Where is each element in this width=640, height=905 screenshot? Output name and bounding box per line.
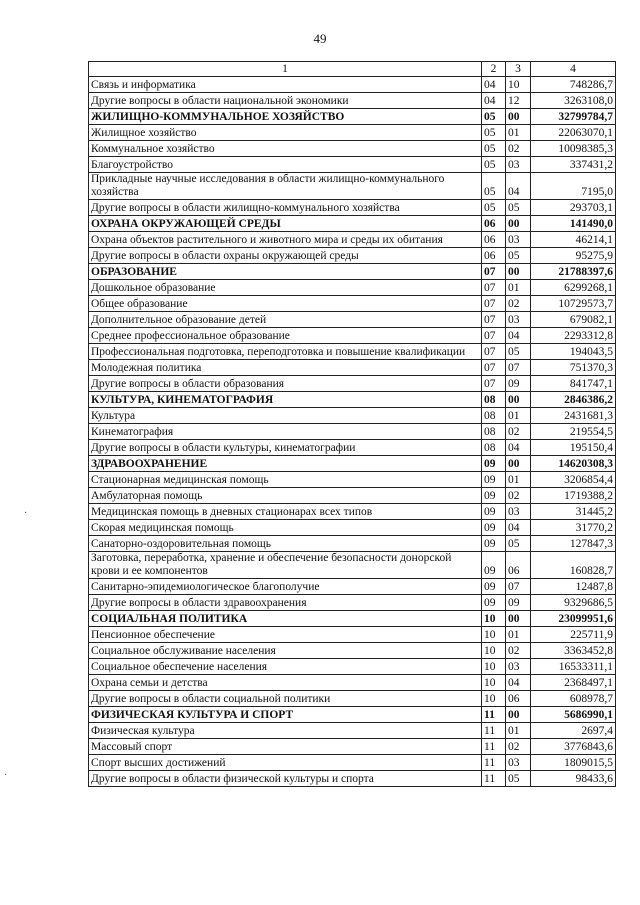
row-section-code: 09 [482,536,506,552]
table-row [89,232,616,248]
row-amount: 14620308,3 [531,456,616,472]
row-section-code: 05 [482,157,506,173]
row-subsection-code: 00 [506,392,531,408]
row-section-code: 09 [482,456,506,472]
row-subsection-code: 02 [506,739,531,755]
row-section-code: 10 [482,691,506,707]
row-section-code: 05 [482,141,506,157]
section-row [89,264,616,280]
row-amount: 337431,2 [531,157,616,173]
row-subsection-code: 00 [506,611,531,627]
row-name: Другие вопросы в области образования [89,376,482,392]
table-row [89,627,616,643]
row-amount: 1719388,2 [531,488,616,504]
header-col-3: 3 [506,62,531,77]
header-col-1: 1 [89,62,482,77]
row-name: Физическая культура [89,723,482,739]
row-amount: 10729573,7 [531,296,616,312]
row-name: Другие вопросы в области национальной экономики [89,93,482,109]
table-row [89,248,616,264]
row-amount: 225711,9 [531,627,616,643]
row-name: Дошкольное образование [89,280,482,296]
table-row [89,424,616,440]
row-section-code: 06 [482,248,506,264]
budget-table-body [89,62,616,787]
row-subsection-code: 05 [506,771,531,787]
table-row [89,280,616,296]
row-section-code: 11 [482,707,506,723]
row-amount: 748286,7 [531,77,616,93]
row-subsection-code: 04 [506,520,531,536]
row-name: Амбулаторная помощь [89,488,482,504]
row-subsection-code: 01 [506,280,531,296]
row-subsection-code: 06 [506,691,531,707]
row-section-code: 09 [482,552,506,579]
table-row [89,312,616,328]
row-name: Другие вопросы в области социальной политики [89,691,482,707]
table-row [89,344,616,360]
row-subsection-code: 01 [506,472,531,488]
table-row [89,552,616,579]
table-row [89,659,616,675]
table-row [89,472,616,488]
row-section-code: 08 [482,440,506,456]
row-name: Связь и информатика [89,77,482,93]
row-subsection-code: 03 [506,504,531,520]
row-amount: 22063070,1 [531,125,616,141]
row-amount: 2368497,1 [531,675,616,691]
row-subsection-code: 01 [506,723,531,739]
row-section-code: 10 [482,659,506,675]
table-row [89,141,616,157]
table-row [89,296,616,312]
row-amount: 127847,3 [531,536,616,552]
scan-speck: · [24,508,28,519]
row-subsection-code: 07 [506,360,531,376]
row-subsection-code: 06 [506,552,531,579]
row-name: Санитарно-эпидемиологическое благополучие [89,579,482,595]
scan-speck: · [4,770,8,781]
row-name: Дополнительное образование детей [89,312,482,328]
table-row [89,579,616,595]
row-amount: 31770,2 [531,520,616,536]
row-name: ФИЗИЧЕСКАЯ КУЛЬТУРА И СПОРТ [89,707,482,723]
row-amount: 9329686,5 [531,595,616,611]
row-subsection-code: 04 [506,328,531,344]
row-name: Медицинская помощь в дневных стационарах всех типов [89,504,482,520]
row-section-code: 08 [482,408,506,424]
row-amount: 12487,8 [531,579,616,595]
row-amount: 2846386,2 [531,392,616,408]
row-subsection-code: 03 [506,755,531,771]
table-row [89,440,616,456]
row-subsection-code: 05 [506,536,531,552]
row-name: Пенсионное обеспечение [89,627,482,643]
row-name: Социальное обслуживание населения [89,643,482,659]
row-amount: 1809015,5 [531,755,616,771]
row-name: Охрана объектов растительного и животного мира и среды их обитания [89,232,482,248]
row-section-code: 04 [482,77,506,93]
row-section-code: 11 [482,771,506,787]
row-name: Кинематография [89,424,482,440]
section-row [89,611,616,627]
row-subsection-code: 00 [506,216,531,232]
row-name: СОЦИАЛЬНАЯ ПОЛИТИКА [89,611,482,627]
row-amount: 3206854,4 [531,472,616,488]
row-section-code: 09 [482,488,506,504]
table-row [89,504,616,520]
row-section-code: 09 [482,472,506,488]
row-subsection-code: 00 [506,456,531,472]
row-section-code: 11 [482,723,506,739]
row-amount: 195150,4 [531,440,616,456]
row-subsection-code: 02 [506,643,531,659]
row-amount: 3263108,0 [531,93,616,109]
row-subsection-code: 03 [506,232,531,248]
row-name: Стационарная медицинская помощь [89,472,482,488]
row-amount: 141490,0 [531,216,616,232]
table-row [89,520,616,536]
row-section-code: 07 [482,344,506,360]
section-row [89,456,616,472]
row-section-code: 04 [482,93,506,109]
row-subsection-code: 02 [506,141,531,157]
row-subsection-code: 09 [506,376,531,392]
row-amount: 293703,1 [531,200,616,216]
row-section-code: 07 [482,376,506,392]
row-section-code: 06 [482,232,506,248]
row-amount: 7195,0 [531,173,616,200]
table-row [89,771,616,787]
row-name: Прикладные научные исследования в области жилищно-коммунального хозяйства [89,173,482,200]
row-section-code: 09 [482,520,506,536]
table-row [89,723,616,739]
row-subsection-code: 00 [506,707,531,723]
row-section-code: 07 [482,280,506,296]
row-subsection-code: 09 [506,595,531,611]
row-amount: 10098385,3 [531,141,616,157]
row-subsection-code: 07 [506,579,531,595]
row-name: Другие вопросы в области здравоохранения [89,595,482,611]
row-subsection-code: 01 [506,125,531,141]
row-subsection-code: 00 [506,264,531,280]
section-row [89,392,616,408]
page-number: 49 [313,31,327,46]
section-row [89,216,616,232]
row-amount: 3776843,6 [531,739,616,755]
row-subsection-code: 01 [506,627,531,643]
row-amount: 31445,2 [531,504,616,520]
row-name: Спорт высших достижений [89,755,482,771]
row-subsection-code: 04 [506,675,531,691]
header-col-2: 2 [482,62,506,77]
row-name: ОХРАНА ОКРУЖАЮЩЕЙ СРЕДЫ [89,216,482,232]
row-subsection-code: 05 [506,200,531,216]
table-row [89,93,616,109]
row-amount: 751370,3 [531,360,616,376]
table-row [89,328,616,344]
row-amount: 21788397,6 [531,264,616,280]
row-subsection-code: 10 [506,77,531,93]
row-section-code: 10 [482,627,506,643]
row-amount: 679082,1 [531,312,616,328]
row-section-code: 06 [482,216,506,232]
row-subsection-code: 03 [506,659,531,675]
row-section-code: 08 [482,392,506,408]
row-amount: 2293312,8 [531,328,616,344]
row-subsection-code: 02 [506,424,531,440]
section-row [89,707,616,723]
row-subsection-code: 12 [506,93,531,109]
row-subsection-code: 00 [506,109,531,125]
row-amount: 2431681,3 [531,408,616,424]
row-name: Охрана семьи и детства [89,675,482,691]
row-subsection-code: 03 [506,312,531,328]
table-row [89,488,616,504]
row-name: Массовый спорт [89,739,482,755]
row-name: Молодежная политика [89,360,482,376]
row-subsection-code: 05 [506,248,531,264]
row-amount: 219554,5 [531,424,616,440]
row-subsection-code: 03 [506,157,531,173]
row-amount: 2697,4 [531,723,616,739]
table-row [89,376,616,392]
budget-table [88,61,616,787]
row-section-code: 05 [482,173,506,200]
row-name: Культура [89,408,482,424]
row-name: Общее образование [89,296,482,312]
row-name: Коммунальное хозяйство [89,141,482,157]
row-section-code: 07 [482,328,506,344]
row-name: Другие вопросы в области культуры, кинематографии [89,440,482,456]
row-amount: 5686990,1 [531,707,616,723]
row-section-code: 07 [482,312,506,328]
row-name: Другие вопросы в области физической культуры и спорта [89,771,482,787]
row-name: Санаторно-оздоровительная помощь [89,536,482,552]
table-row [89,200,616,216]
row-name: Социальное обеспечение населения [89,659,482,675]
row-subsection-code: 02 [506,488,531,504]
row-subsection-code: 05 [506,344,531,360]
row-amount: 32799784,7 [531,109,616,125]
row-name: ЖИЛИЩНО-КОММУНАЛЬНОЕ ХОЗЯЙСТВО [89,109,482,125]
table-row [89,675,616,691]
row-amount: 6299268,1 [531,280,616,296]
row-section-code: 10 [482,611,506,627]
row-section-code: 07 [482,296,506,312]
row-amount: 608978,7 [531,691,616,707]
table-row [89,691,616,707]
row-section-code: 10 [482,675,506,691]
table-row [89,739,616,755]
row-subsection-code: 01 [506,408,531,424]
row-amount: 23099951,6 [531,611,616,627]
row-amount: 16533311,1 [531,659,616,675]
row-subsection-code: 04 [506,173,531,200]
row-amount: 3363452,8 [531,643,616,659]
row-section-code: 10 [482,643,506,659]
table-row [89,173,616,200]
table-row [89,125,616,141]
row-section-code: 08 [482,424,506,440]
row-section-code: 11 [482,739,506,755]
row-amount: 98433,6 [531,771,616,787]
row-section-code: 09 [482,579,506,595]
row-name: Заготовка, переработка, хранение и обеспечение безопасности донорской крови и ее компонентов [89,552,482,579]
row-name: КУЛЬТУРА, КИНЕМАТОГРАФИЯ [89,392,482,408]
row-name: Благоустройство [89,157,482,173]
table-row [89,755,616,771]
row-subsection-code: 02 [506,296,531,312]
table-row [89,77,616,93]
table-row [89,360,616,376]
row-section-code: 07 [482,264,506,280]
row-section-code: 05 [482,200,506,216]
row-section-code: 05 [482,125,506,141]
row-name: Другие вопросы в области охраны окружающей среды [89,248,482,264]
row-subsection-code: 04 [506,440,531,456]
header-col-4: 4 [531,62,616,77]
row-name: Другие вопросы в области жилищно-коммунального хозяйства [89,200,482,216]
row-amount: 46214,1 [531,232,616,248]
row-name: Профессиональная подготовка, переподготовка и повышение квалификации [89,344,482,360]
table-row [89,157,616,173]
table-row [89,408,616,424]
row-section-code: 05 [482,109,506,125]
table-row [89,536,616,552]
row-name: Скорая медицинская помощь [89,520,482,536]
row-section-code: 11 [482,755,506,771]
row-amount: 841747,1 [531,376,616,392]
row-name: ЗДРАВООХРАНЕНИЕ [89,456,482,472]
row-name: Среднее профессиональное образование [89,328,482,344]
row-amount: 160828,7 [531,552,616,579]
row-name: Жилищное хозяйство [89,125,482,141]
table-row [89,643,616,659]
section-row [89,109,616,125]
row-section-code: 07 [482,360,506,376]
row-name: ОБРАЗОВАНИЕ [89,264,482,280]
row-section-code: 09 [482,595,506,611]
table-header-row [89,62,616,77]
row-amount: 95275,9 [531,248,616,264]
row-amount: 194043,5 [531,344,616,360]
row-section-code: 09 [482,504,506,520]
table-row [89,595,616,611]
